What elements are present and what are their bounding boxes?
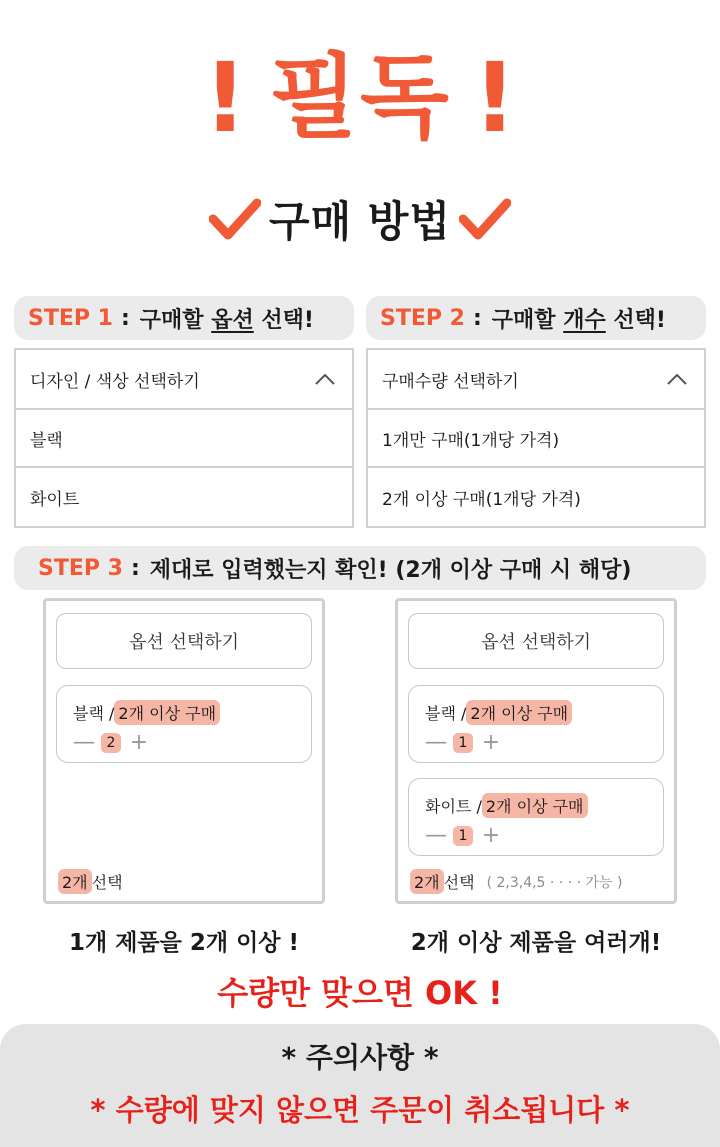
option-multiple[interactable]	[368, 468, 704, 526]
caution-title: * 주의사항 *	[281, 1041, 439, 1074]
quantity-stepper	[425, 825, 501, 847]
caution-text: * 수량에 맞지 않으면 주문이 취소됩니다 *	[90, 1093, 630, 1127]
left-caption: 1개 제품을 2개 이상 !	[68, 930, 300, 956]
check-right-icon	[459, 197, 511, 241]
minus-icon[interactable]: —	[425, 823, 447, 848]
option-white[interactable]	[16, 468, 352, 526]
option-select-button[interactable]: 옵션 선택하기	[408, 613, 664, 669]
subtitle-text: 구매 방법	[269, 197, 451, 246]
exclamation-left-icon: !	[203, 42, 248, 154]
quantity-stepper	[73, 732, 149, 754]
step3-header	[14, 546, 706, 590]
selection-count-suffix: 선택	[443, 873, 475, 892]
step2-header	[366, 296, 706, 340]
step1-text-before: 구매할	[139, 307, 204, 333]
step1-colon: :	[120, 305, 130, 331]
option-select-button[interactable]: 옵션 선택하기	[56, 613, 312, 669]
check-left-icon	[209, 197, 261, 241]
exclamation-right-icon: !	[472, 42, 517, 154]
step2-colon: :	[472, 305, 482, 331]
design-color-select-label: 디자인 / 색상 선택하기	[30, 371, 200, 392]
step1-text-after: 선택!	[261, 307, 314, 333]
ok-message: 수량만 맞으면 OK !	[217, 974, 503, 1012]
selected-item-label	[425, 700, 572, 725]
step1-header	[14, 296, 354, 340]
plus-icon[interactable]: +	[129, 730, 149, 755]
option-black[interactable]	[16, 410, 352, 468]
selected-item-label	[425, 793, 588, 818]
step3-colon: :	[130, 555, 140, 581]
item-color: 블랙 /	[425, 704, 467, 723]
quantity-stepper	[425, 732, 501, 754]
caution-box	[0, 1024, 720, 1147]
selection-count-value: 2개	[58, 869, 92, 894]
example-card-left	[43, 598, 325, 904]
item-color: 화이트 /	[425, 797, 482, 816]
option-single-label: 1개만 구매(1개당 가격)	[382, 430, 560, 451]
selection-note: ( 2,3,4,5 · · · · 가능 )	[486, 874, 623, 891]
item-option: 2개 이상 구매	[114, 700, 220, 725]
selection-count-suffix: 선택	[91, 873, 123, 892]
quantity-select	[366, 348, 706, 528]
right-caption: 2개 이상 제품을 여러개!	[410, 930, 662, 956]
selected-item	[56, 685, 312, 763]
item-option: 2개 이상 구매	[466, 700, 572, 725]
step2-text-after: 선택!	[613, 307, 666, 333]
quantity-value: 1	[453, 826, 473, 846]
plus-icon[interactable]: +	[481, 823, 501, 848]
step2-label: STEP 2	[380, 305, 465, 331]
step1-text-underlined: 옵션	[211, 307, 254, 333]
quantity-value: 2	[101, 733, 121, 753]
selection-count	[58, 869, 123, 894]
design-color-select	[14, 348, 354, 528]
design-color-select-head[interactable]	[16, 350, 352, 410]
subtitle	[0, 188, 720, 250]
selection-count-value: 2개	[410, 869, 444, 894]
hero-title	[0, 38, 720, 158]
page-title: 필독	[269, 44, 451, 151]
step2-text-underlined: 개수	[563, 307, 606, 333]
step3-text: 제대로 입력했는지 확인! (2개 이상 구매 시 해당)	[149, 557, 632, 583]
option-single[interactable]	[368, 410, 704, 468]
selected-item	[408, 778, 664, 856]
quantity-value: 1	[453, 733, 473, 753]
step1-label: STEP 1	[28, 305, 113, 331]
option-multiple-label: 2개 이상 구매(1개당 가격)	[382, 489, 581, 510]
option-black-label: 블랙	[30, 430, 63, 451]
item-color: 블랙 /	[73, 704, 115, 723]
option-white-label: 화이트	[30, 489, 80, 510]
chevron-up-icon	[666, 372, 688, 386]
quantity-select-label: 구매수량 선택하기	[382, 371, 519, 392]
chevron-up-icon	[314, 372, 336, 386]
minus-icon[interactable]: —	[425, 730, 447, 755]
selected-item-label	[73, 700, 220, 725]
example-card-right	[395, 598, 677, 904]
item-option: 2개 이상 구매	[482, 793, 588, 818]
step3-label: STEP 3	[38, 555, 123, 581]
selection-count	[410, 869, 622, 894]
selected-item	[408, 685, 664, 763]
step2-text-before: 구매할	[491, 307, 556, 333]
minus-icon[interactable]: —	[73, 730, 95, 755]
quantity-select-head[interactable]	[368, 350, 704, 410]
plus-icon[interactable]: +	[481, 730, 501, 755]
